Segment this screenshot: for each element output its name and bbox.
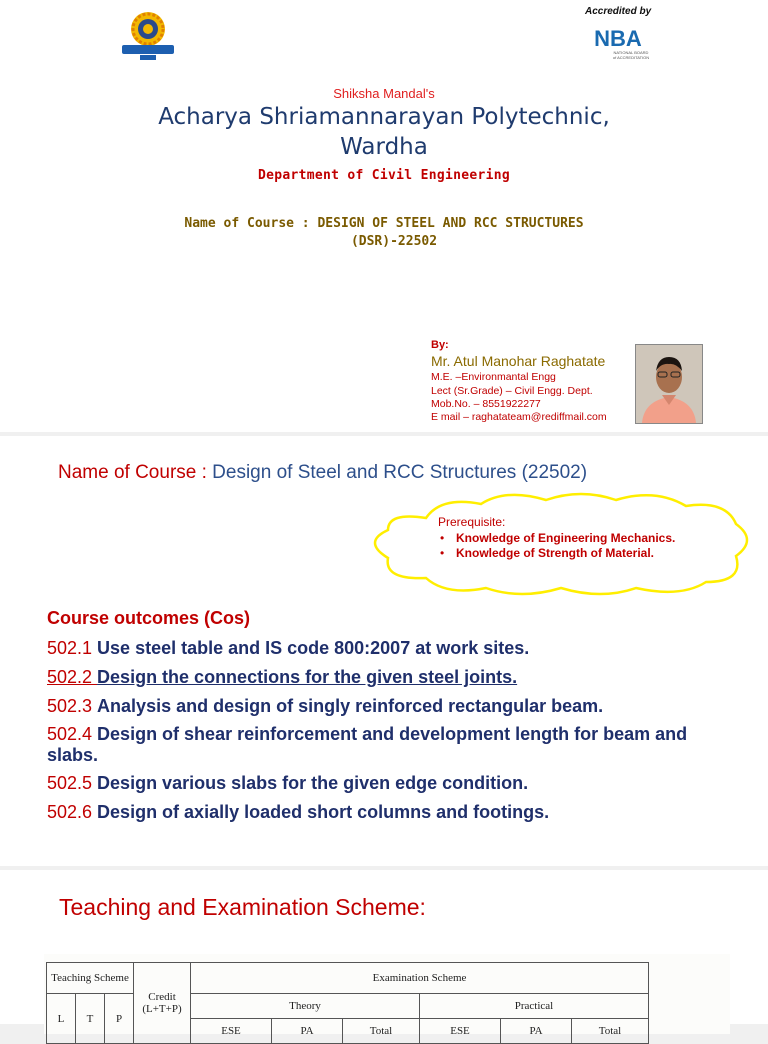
course-outcomes-slide [0,436,768,866]
th-practical-pa: PA [501,1019,572,1044]
prerequisite-title: Prerequisite: [438,515,506,529]
scheme-table [46,962,649,1044]
nba-logo-line2: of ACCREDITATION [612,55,650,60]
th-teaching-scheme: Teaching Scheme [47,963,134,994]
course-outcome: 502.1 Use steel table and IS code 800:2007 at work sites. [47,638,530,658]
trust-name: Shiksha Mandal's [333,86,435,101]
th-practical: Practical [420,994,649,1019]
faculty-email: E mail – raghatateam@rediffmail.com [431,411,607,423]
th-theory-pa: PA [272,1019,343,1044]
faculty-name: Mr. Atul Manohar Raghatate [431,353,606,369]
faculty-photo [635,344,703,424]
scheme-title: Teaching and Examination Scheme: [59,894,426,920]
course-title [58,462,587,484]
faculty-mobile: Mob.No. – 8551922277 [431,398,541,410]
title-slide [0,0,768,432]
college-name-line2: Wardha [340,134,428,160]
accredited-by-label: Accredited by [585,6,652,17]
by-label: By: [431,339,449,351]
th-practical-total: Total [572,1019,649,1044]
prerequisite-item: • Knowledge of Strength of Material. [440,546,655,560]
nba-logo-line1: NATIONAL BOARD [613,50,649,55]
th-theory-total: Total [343,1019,420,1044]
course-title-label: Name of Course : [58,462,213,483]
course-title-value: Design of Steel and RCC Structures (22502) [212,462,588,483]
teaching-scheme-slide [0,870,768,1037]
th-theory: Theory [191,994,420,1019]
th-t: T [76,994,105,1044]
th-l: L [47,994,76,1044]
th-credit: Credit (L+T+P) [134,963,191,1044]
course-outcomes-heading: Course outcomes (Cos) [47,608,251,628]
nba-logo-letters: NBA [594,26,642,51]
course-outcome: 502.6 Design of axially loaded short columns and footings. [47,802,550,822]
faculty-designation: Lect (Sr.Grade) – Civil Engg. Dept. [431,385,593,397]
institute-logo [116,7,180,63]
th-examination-scheme: Examination Scheme [191,963,649,994]
th-practical-ese: ESE [420,1019,501,1044]
course-name-line1: Name of Course : DESIGN OF STEEL AND RCC STRUCTURES [184,216,584,231]
course-outcome: 502.5 Design various slabs for the given edge condition. [47,773,529,793]
course-outcome: 502.4 Design of shear reinforcement and development length for beam and slabs. [47,724,688,765]
course-name-line2: (DSR)-22502 [350,234,438,249]
prerequisite-item: • Knowledge of Engineering Mechanics. [440,531,676,545]
th-theory-ese: ESE [191,1019,272,1044]
department-name: Department of Civil Engineering [258,168,510,183]
course-name [0,215,768,251]
college-name-line1: Acharya Shriamannarayan Polytechnic, [158,104,610,130]
th-p: P [105,994,134,1044]
nba-logo [588,22,648,64]
faculty-qualification: M.E. –Environmantal Engg [431,371,556,383]
course-outcome: 502.2 Design the connections for the given steel joints. [47,667,518,687]
course-outcome: 502.3 Analysis and design of singly reinforced rectangular beam. [47,696,604,716]
college-name [0,102,768,162]
